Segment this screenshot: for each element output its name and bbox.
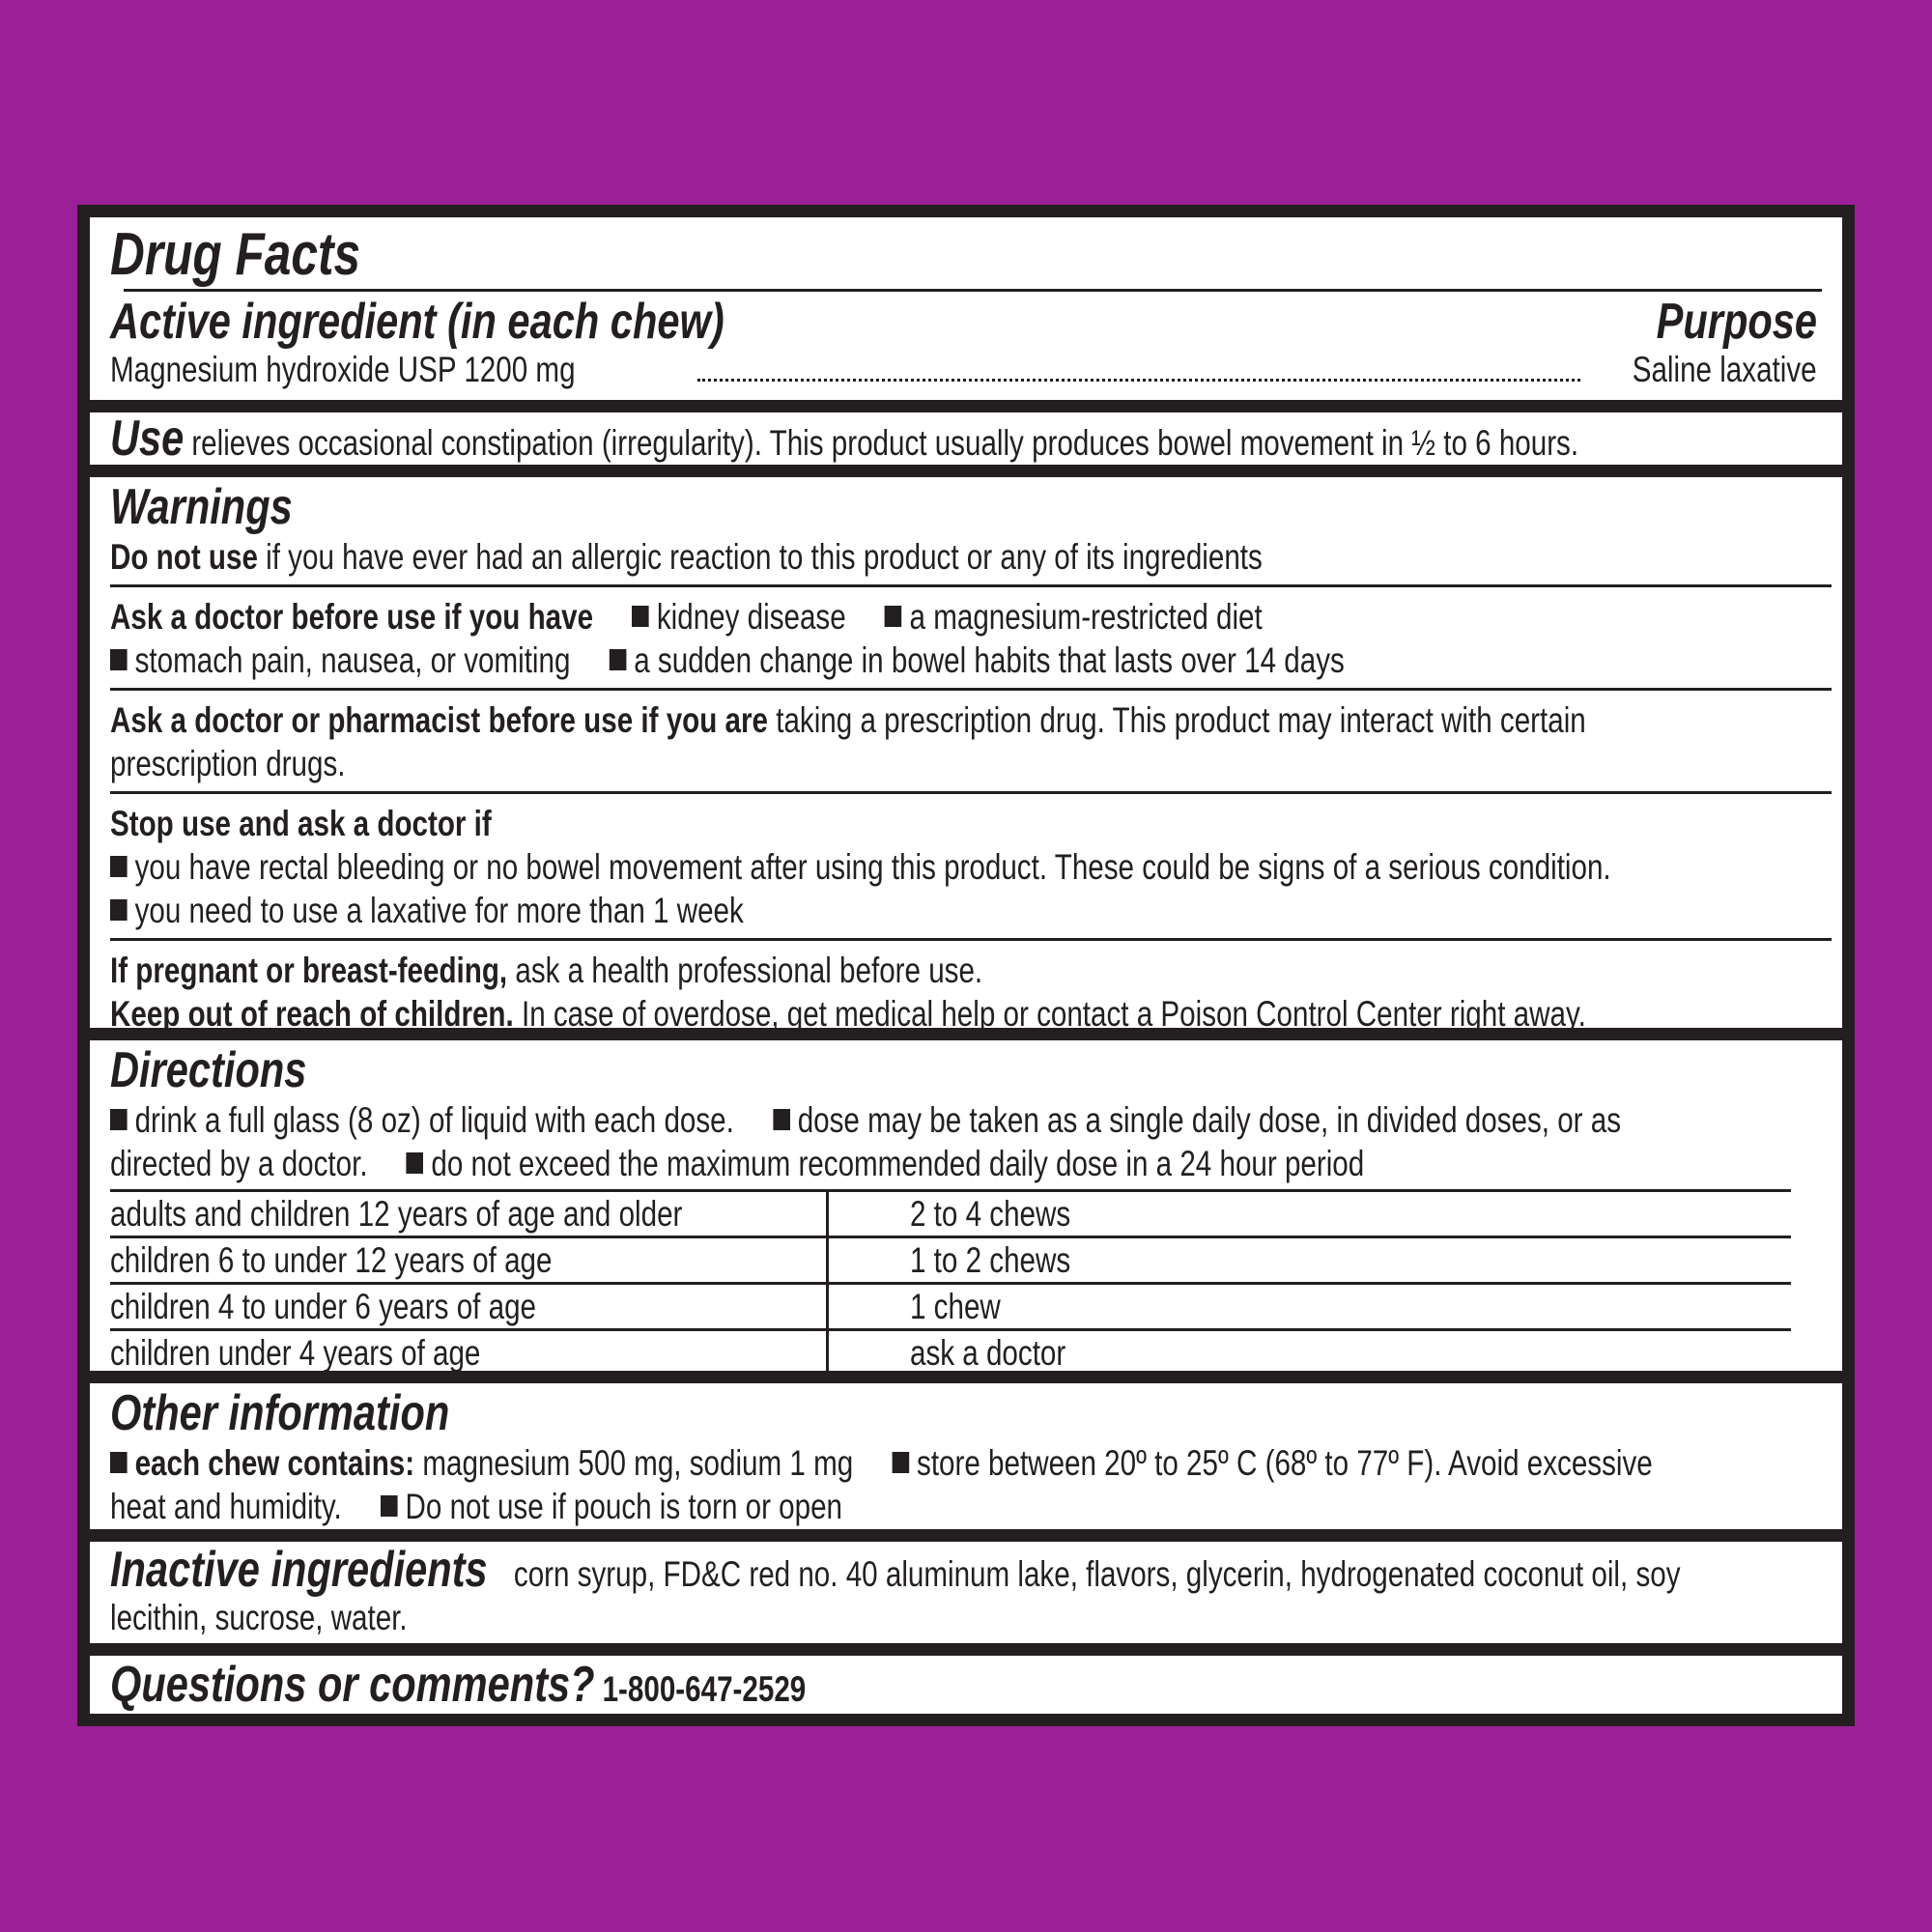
inactive-ingredients-text: corn syrup, FD&C red no. 40 aluminum lake, flavors, glycerin, hydrogenated coconut oil, soy xyxy=(513,1554,1681,1594)
dose-cell: ask a doctor xyxy=(909,1333,1065,1373)
table-row xyxy=(110,1237,1791,1284)
stop-use-item: you need to use a laxative for more than 1 week xyxy=(110,889,744,932)
age-group-cell: children under 4 years of age xyxy=(110,1333,481,1373)
inactive-line-1 xyxy=(110,1544,1681,1596)
bullet-square xyxy=(610,649,627,670)
divider xyxy=(110,791,1832,794)
age-group-cell: children 4 to under 6 years of age xyxy=(110,1287,536,1326)
table-row xyxy=(110,1330,1791,1376)
divider xyxy=(110,584,1832,587)
other-information-heading: Other information xyxy=(110,1385,450,1441)
inactive-ingredients-heading: Inactive ingredients xyxy=(110,1542,488,1598)
other-information-section xyxy=(90,1383,1842,1529)
ask-doctor-line-1: Ask a doctor before use if you have kidney disease a magnesium-restricted diet xyxy=(110,597,1263,637)
keep-out-line: Keep out of reach of children. In case of overdose, get medical help or contact a Poison Control Center right away. xyxy=(110,994,1586,1034)
active-ingredient-section xyxy=(90,217,1842,400)
inactive-line-2: lecithin, sucrose, water. xyxy=(110,1598,408,1637)
bullet-square xyxy=(773,1109,790,1130)
use-text: relieves occasional constipation (irregularity). This product usually produces bowel movement in ½ to 6 hours. xyxy=(191,423,1579,463)
warnings-heading: Warnings xyxy=(110,479,293,535)
use-section xyxy=(90,412,1842,465)
questions-section xyxy=(90,1656,1842,1714)
directions-line-1: drink a full glass (8 oz) of liquid with each dose. dose may be taken as a single daily dose, in divided doses, or as xyxy=(110,1098,1621,1142)
use-heading: Use xyxy=(110,411,185,467)
use-line xyxy=(110,412,1578,465)
divider xyxy=(110,688,1832,691)
bullet-square xyxy=(110,649,128,670)
ask-pharmacist-line-2: prescription drugs. xyxy=(110,744,346,783)
dose-cell: 2 to 4 chews xyxy=(909,1194,1070,1234)
dosage-table xyxy=(110,1189,1791,1375)
bullet-square xyxy=(885,606,902,627)
stop-use-heading: Stop use and ask a doctor if xyxy=(110,804,492,843)
dose-cell: 1 to 2 chews xyxy=(909,1240,1070,1280)
bullet-square xyxy=(407,1152,424,1174)
other-info-line-2: heat and humidity. Do not use if pouch is torn or open xyxy=(110,1487,843,1526)
bullet-square xyxy=(110,856,128,877)
warnings-section xyxy=(90,477,1842,1034)
dot-leader xyxy=(697,379,1580,382)
bullet-square xyxy=(632,606,649,627)
ask-doctor-line-2: stomach pain, nausea, or vomiting a sudden change in bowel habits that lasts over 14 days xyxy=(110,639,1345,682)
questions-line xyxy=(110,1658,806,1712)
table-row xyxy=(110,1191,1791,1237)
age-group-cell: children 6 to under 12 years of age xyxy=(110,1240,553,1280)
table-row xyxy=(110,1284,1791,1330)
directions-line-2: directed by a doctor. do not exceed the maximum recommended daily dose in a 24 hour period xyxy=(110,1144,1365,1183)
age-group-cell: adults and children 12 years of age and older xyxy=(110,1194,683,1234)
inactive-ingredients-section xyxy=(90,1542,1842,1643)
drug-facts-panel xyxy=(77,205,1855,1726)
ask-pharmacist-line: Ask a doctor or pharmacist before use if you are taking a prescription drug. This product may interact with certain xyxy=(110,700,1586,740)
active-ingredient-name: Magnesium hydroxide USP 1200 mg xyxy=(110,350,576,389)
pregnant-line: If pregnant or breast-feeding, ask a health professional before use. xyxy=(110,951,983,990)
directions-heading: Directions xyxy=(110,1042,307,1098)
bullet-square xyxy=(381,1495,398,1517)
active-ingredient-purpose: Saline laxative xyxy=(1633,350,1817,389)
divider xyxy=(124,289,1822,292)
bullet-square xyxy=(110,899,128,921)
directions-section xyxy=(90,1040,1842,1371)
divider xyxy=(110,938,1832,941)
phone-number: 1-800-647-2529 xyxy=(602,1669,807,1709)
active-ingredient-heading: Active ingredient (in each chew) xyxy=(110,294,724,350)
dose-cell: 1 chew xyxy=(909,1287,1001,1326)
questions-heading: Questions or comments? xyxy=(110,1657,595,1713)
bullet-square xyxy=(892,1452,909,1473)
do-not-use-line: Do not use if you have ever had an allergic reaction to this product or any of its ingredients xyxy=(110,537,1263,577)
stop-use-item: you have rectal bleeding or no bowel movement after using this product. These could be signs of a serious condition. xyxy=(110,845,1611,889)
drug-facts-title: Drug Facts xyxy=(110,221,361,288)
bullet-square xyxy=(110,1452,128,1473)
purpose-heading: Purpose xyxy=(1656,294,1817,350)
other-info-line-1: each chew contains: magnesium 500 mg, sodium 1 mg store between 20º to 25º C (68º to 77º F). Avoid excessive xyxy=(110,1441,1653,1485)
bullet-square xyxy=(110,1109,128,1130)
